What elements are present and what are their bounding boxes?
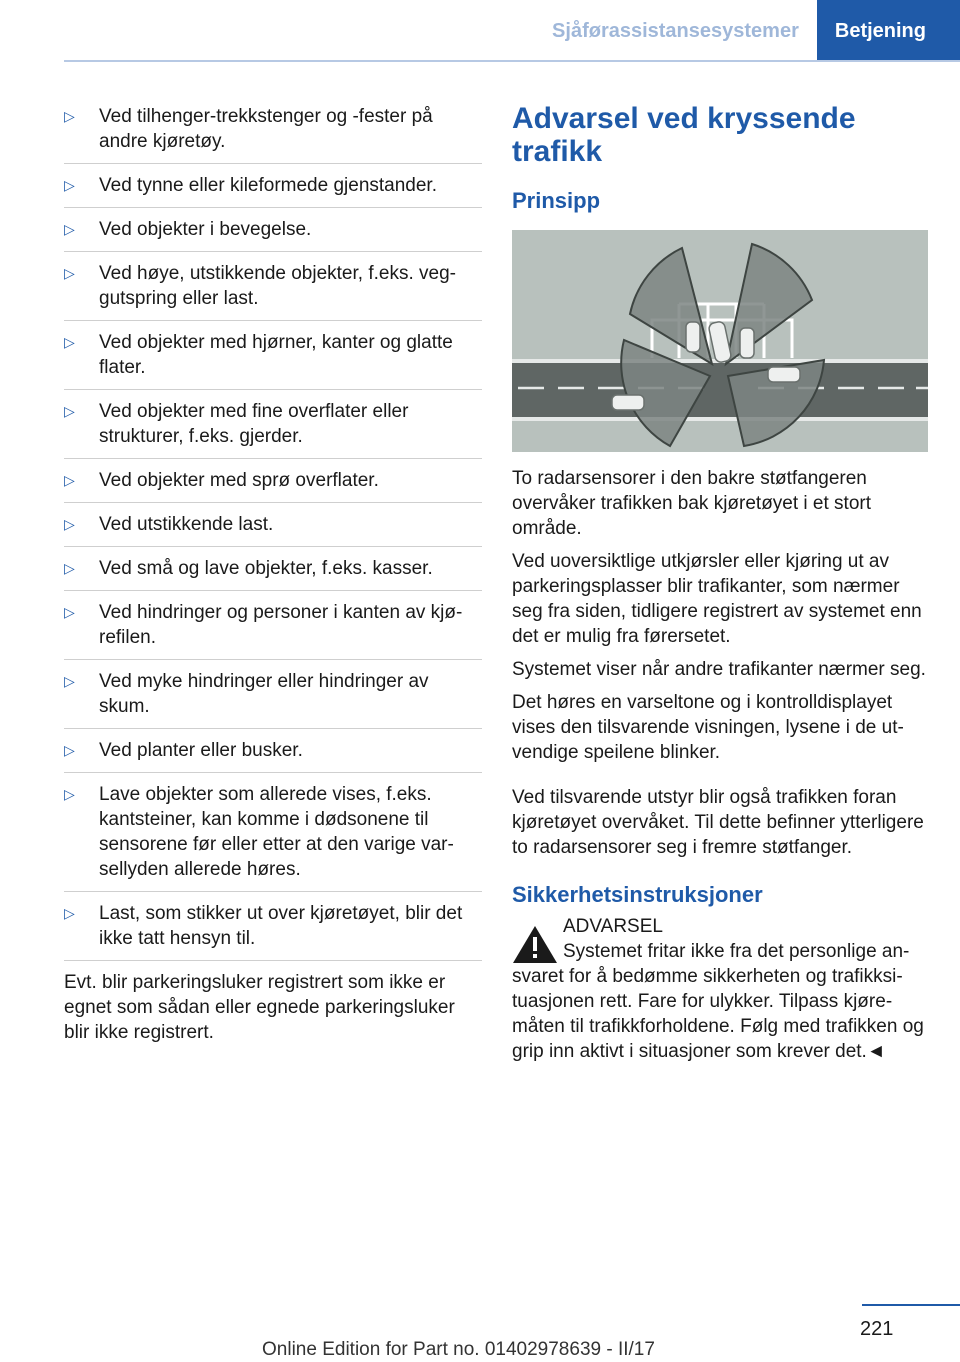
paragraph-3: Systemet viser når andre trafikanter nærmer seg. <box>512 659 926 680</box>
triangle-bullet-icon: ▷ <box>64 604 75 620</box>
triangle-bullet-icon: ▷ <box>64 905 75 921</box>
paragraph-1: To radarsensorer i den bakre støtfangeren overvåker trafikken bak kjøretøyet i et stort område. <box>512 468 872 539</box>
list-item-text: Ved tynne eller kileformede gjenstander. <box>99 175 437 196</box>
list-item <box>64 399 482 459</box>
list-item-text: Ved tilhenger-trekkstenger og -fester på andre kjøretøy. <box>99 106 433 152</box>
list-item-text: Ved utstikkende last. <box>99 514 274 535</box>
list-item <box>64 330 482 390</box>
list-item-text: Ved små og lave objekter, f.eks. kasser. <box>99 558 433 579</box>
right-column <box>512 102 930 1064</box>
list-item-text: Ved høye, utstikkende objekter, f.eks. veggutspring eller last. <box>99 263 456 309</box>
cross-traffic-radar-illustration <box>512 230 928 452</box>
limitations-list <box>64 104 482 961</box>
list-item <box>64 512 482 547</box>
triangle-bullet-icon: ▷ <box>64 403 75 419</box>
section-title: Advarsel ved kryssende trafikk <box>512 102 856 168</box>
list-item <box>64 600 482 660</box>
left-column <box>64 104 482 1053</box>
list-item-text: Ved objekter med sprø overflater. <box>99 470 379 491</box>
list-item <box>64 669 482 729</box>
warning-label: ADVARSEL <box>563 916 663 937</box>
list-item-text: Ved objekter med fine overflater eller strukturer, f.eks. gjerder. <box>99 401 409 447</box>
warning-text: Systemet fritar ikke fra det personlige ansvaret for å bedømme sikkerheten og trafikksituasjonen rett. Fare for ulykker. Tilpass kjøremåten til trafikkforholdene. Følg med trafikken og grip inn aktivt i situasjoner som krever det.◄ <box>512 941 924 1062</box>
approaching-car-right <box>768 367 800 382</box>
parked-car-right <box>740 328 754 358</box>
triangle-bullet-icon: ▷ <box>64 265 75 281</box>
safety-heading: Sikkerhetsinstruksjoner <box>512 882 763 907</box>
header-tab: Betjening <box>817 0 960 62</box>
parked-car-left <box>686 322 700 352</box>
header-rule <box>64 60 960 62</box>
triangle-bullet-icon: ▷ <box>64 742 75 758</box>
list-item-text: Ved objekter i bevegelse. <box>99 219 312 240</box>
triangle-bullet-icon: ▷ <box>64 177 75 193</box>
list-item <box>64 901 482 961</box>
triangle-bullet-icon: ▷ <box>64 673 75 689</box>
triangle-bullet-icon: ▷ <box>64 472 75 488</box>
road <box>512 363 928 417</box>
triangle-bullet-icon: ▷ <box>64 516 75 532</box>
list-item <box>64 104 482 164</box>
page-number-rule <box>862 1304 960 1306</box>
paragraph-4: Det høres en varseltone og i kontrolldisplayet vises den tilsvarende visningen, lysene i de utvendige speilene blinker. <box>512 692 904 763</box>
triangle-bullet-icon: ▷ <box>64 560 75 576</box>
list-item <box>64 782 482 892</box>
header-section-title: Sjåførassistansesystemer <box>552 19 799 42</box>
list-item <box>64 468 482 503</box>
equipment-paragraph: Ved tilsvarende utstyr blir også trafikken foran kjøretøyet overvåket. Til dette befinner ytterligere to radarsensorer seg i fremre støtfanger. <box>512 787 924 858</box>
triangle-bullet-icon: ▷ <box>64 221 75 237</box>
approaching-car-left <box>612 395 644 410</box>
list-item-text: Lave objekter som allerede vises, f.eks. kantsteiner, kan komme i dødsonene til sensorene før eller etter at den varige varsellyden allerede høres. <box>99 784 454 880</box>
page-number: 221 <box>860 1318 894 1340</box>
road-edge-line-lower <box>512 417 928 421</box>
page-header <box>534 0 960 62</box>
warning-box <box>512 914 930 1064</box>
list-item <box>64 261 482 321</box>
list-item-text: Last, som stikker ut over kjøretøyet, blir det ikke tatt hensyn til. <box>99 903 463 949</box>
footer-edition: Online Edition for Part no. 01402978639 - II/17 <box>262 1339 655 1360</box>
list-item-text: Ved myke hindringer eller hindringer av skum. <box>99 671 429 717</box>
list-item <box>64 217 482 252</box>
list-item <box>64 173 482 208</box>
closing-paragraph: Evt. blir parkeringsluker registrert som ikke er egnet som sådan eller egnede parkeringsluker blir ikke registrert. <box>64 972 455 1043</box>
principle-heading: Prinsipp <box>512 188 601 213</box>
triangle-bullet-icon: ▷ <box>64 334 75 350</box>
list-item <box>64 556 482 591</box>
paragraph-2: Ved uoversiktlige utkjørsler eller kjøring ut av parkeringsplasser blir trafikanter, som nærmer seg fra siden, tidligere registrert av systemet enn det er mulig fra førersetet. <box>512 551 922 647</box>
list-item-text: Ved objekter med hjørner, kanter og glatte flater. <box>99 332 453 378</box>
list-item-text: Ved planter eller busker. <box>99 740 303 761</box>
warning-triangle-icon <box>512 924 558 964</box>
triangle-bullet-icon: ▷ <box>64 786 75 802</box>
triangle-bullet-icon: ▷ <box>64 108 75 124</box>
list-item-text: Ved hindringer og personer i kanten av kjørefilen. <box>99 602 463 648</box>
list-item <box>64 738 482 773</box>
